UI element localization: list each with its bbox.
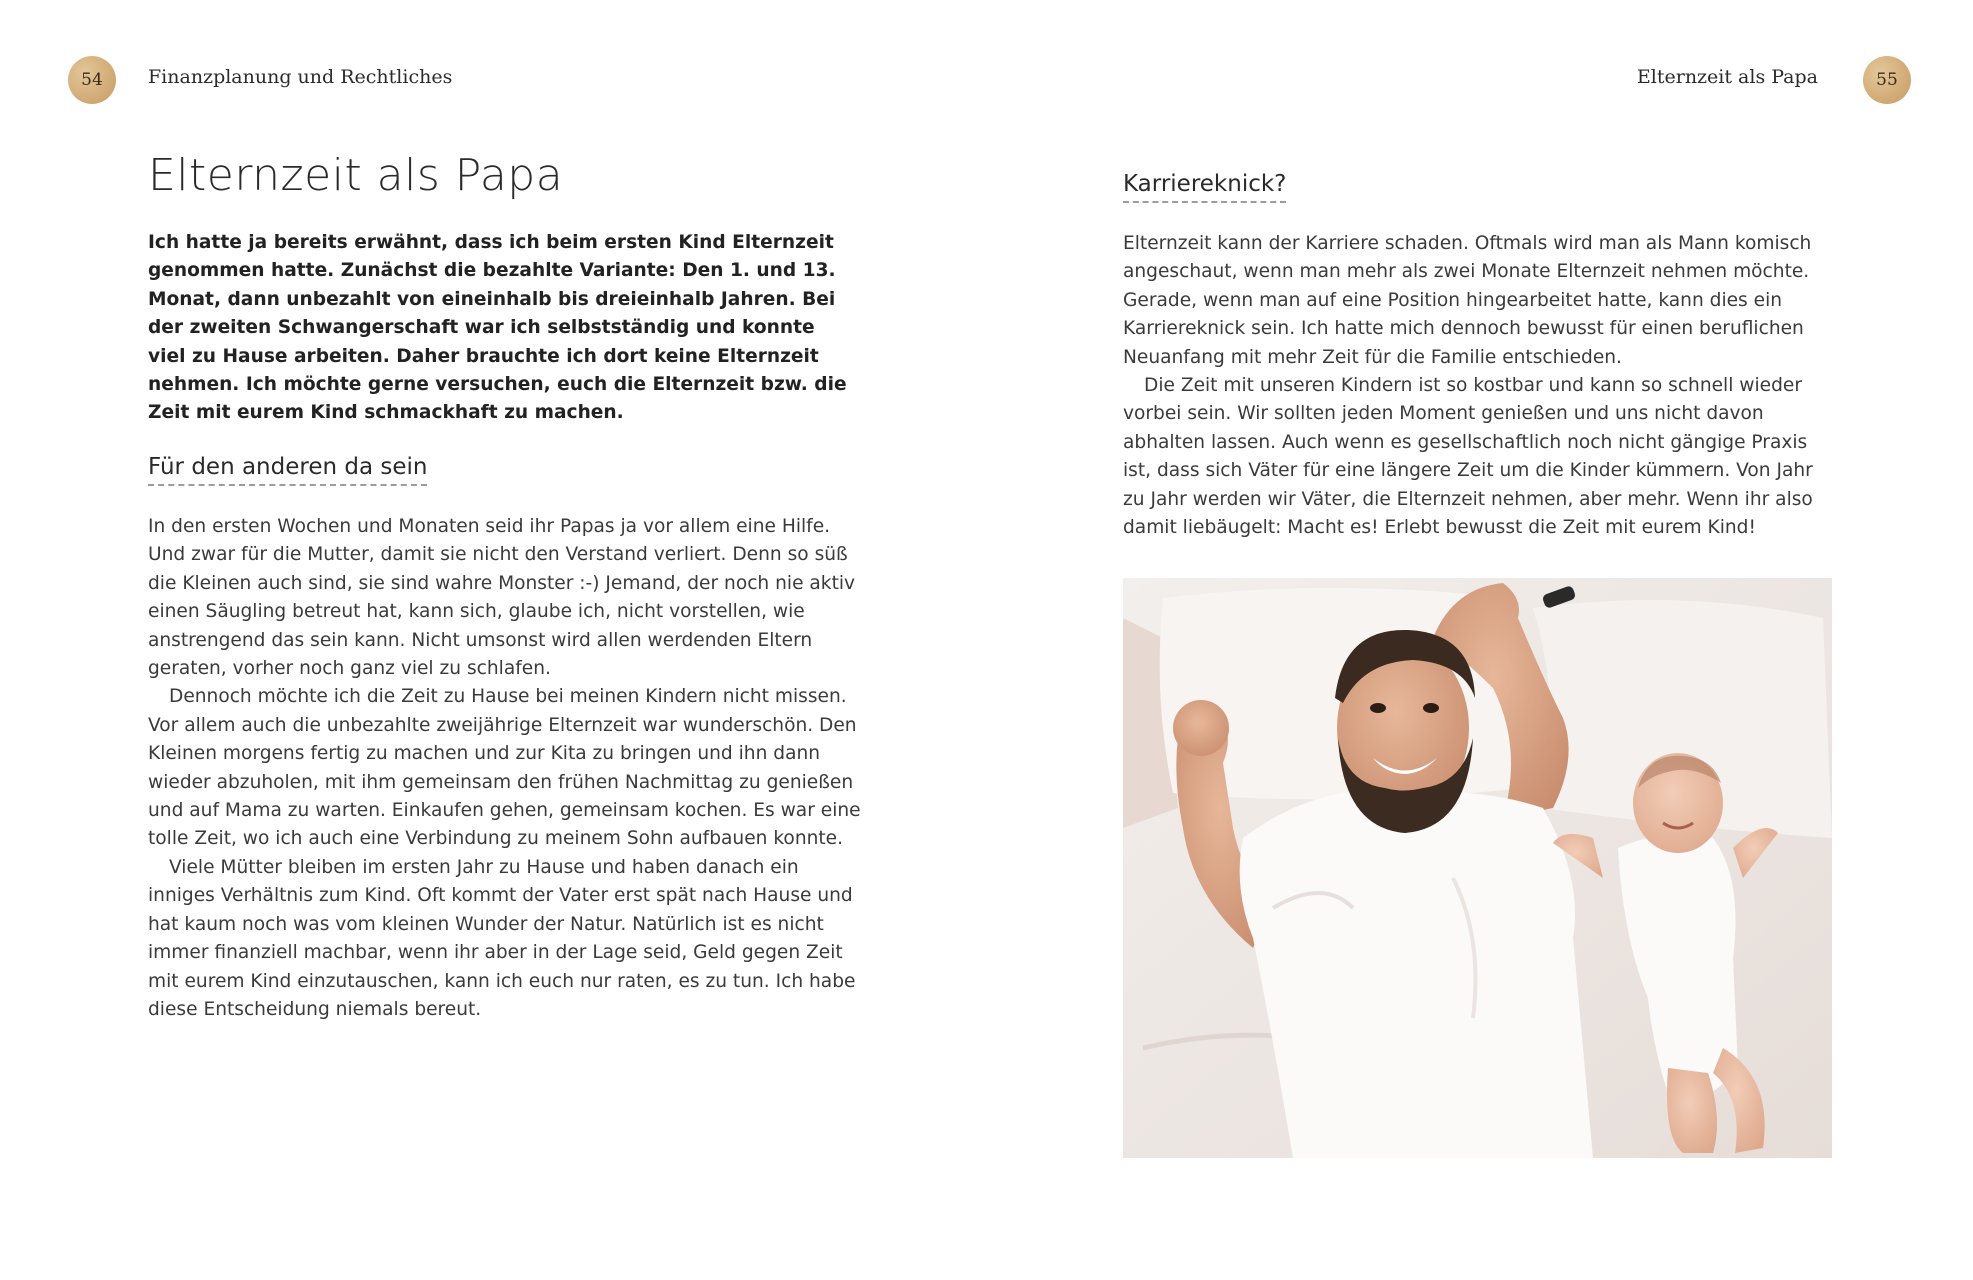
paragraph: In den ersten Wochen und Monaten seid ihr Papas ja vor allem eine Hilfe. Und zwar für die Mutter, damit sie nicht den Verstand verliert. Denn so süß die Kleinen auch sind, sie sind wahre Monster :-) Jemand, der noch nie aktiv einen Säugling betreut hat, kann sich, glaube ich, nicht vorstellen, wie anstrengend das sein kann. Nicht umsonst wird allen werdenden Eltern geraten, vorher noch ganz viel zu schlafen. <box>148 516 856 680</box>
body-text <box>1123 230 1835 542</box>
father-baby-photo <box>1123 578 1832 1158</box>
paragraph: Elternzeit kann der Karriere schaden. Oftmals wird man als Mann komisch angeschaut, wenn man mehr als zwei Monate Elternzeit nehmen möchte. Gerade, wenn man auf eine Position hingearbeitet hatte, kann dies ein Karriereknick sein. Ich hatte mich dennoch bewusst für einen beruflichen Neuanfang mit mehr Zeit für die Familie entschieden. <box>1123 233 1812 368</box>
paragraph: Die Zeit mit unseren Kindern ist so kostbar und kann so schnell wieder vorbei sein. Wir sollten jeden Moment genießen und uns nicht davon abhalten lassen. Auch wenn es gesellschaftlich noch nicht gängige Praxis ist, dass sich Väter für eine längere Zeit um die Kinder kümmern. Von Jahr zu Jahr werden wir Väter, die Elternzeit nehmen, aber mehr. Wenn ihr also damit liebäugelt: Macht es! Erlebt bewusst die Zeit mit eurem Kind! <box>1123 375 1813 539</box>
intro-paragraph: Ich hatte ja bereits erwähnt, dass ich beim ersten Kind Elternzeit genommen hatte. Zunächst die bezahlte Variante: Den 1. und 13. Monat, dann unbezahlt von eineinhalb bis dreieinhalb Jahren. Bei der zweiten Schwangerschaft war ich selbstständig und konnte viel zu Hause arbeiten. Daher brauchte ich dort keine Elternzeit nehmen. Ich möchte gerne versuchen, euch die Elternzeit bzw. die Zeit mit eurem Kind schmackhaft zu machen. <box>148 232 847 424</box>
running-head: Finanzplanung und Rechtliches <box>148 66 453 88</box>
running-head: Elternzeit als Papa <box>1636 66 1818 88</box>
page-number-badge: 55 <box>1863 56 1911 104</box>
paragraph: Viele Mütter bleiben im ersten Jahr zu Hause und haben danach ein inniges Verhältnis zum Kind. Oft kommt der Vater erst spät nach Hause und hat kaum noch was vom kleinen Wunder der Natur. Natürlich ist es nicht immer finanziell machbar, wenn ihr aber in der Lage seid, Geld gegen Zeit mit eurem Kind einzutauschen, kann ich euch nur raten, es zu tun. Ich habe diese Entscheidung niemals bereut. <box>148 856 856 1020</box>
page-number-badge: 54 <box>68 56 116 104</box>
left-page <box>0 0 986 1280</box>
body-text <box>148 513 868 1024</box>
paragraph: Dennoch möchte ich die Zeit zu Hause bei meinen Kindern nicht missen. Vor allem auch die unbezahlte zweijährige Elternzeit war wunderschön. Den Kleinen morgens fertig zu machen und zur Kita zu bringen und ihn dann wieder abzuholen, mit ihm gemeinsam den frühen Nachmittag zu genießen und auf Mama zu warten. Einkaufen gehen, gemeinsam kochen. Es war eine tolle Zeit, wo ich auch eine Verbindung zu meinem Sohn aufbauen konnte. <box>148 686 861 850</box>
section-heading: Karriereknick? <box>1123 171 1286 203</box>
section-heading: Für den anderen da sein <box>148 454 427 486</box>
photo-illustration <box>1123 578 1832 1158</box>
chapter-title: Elternzeit als Papa <box>148 150 564 201</box>
